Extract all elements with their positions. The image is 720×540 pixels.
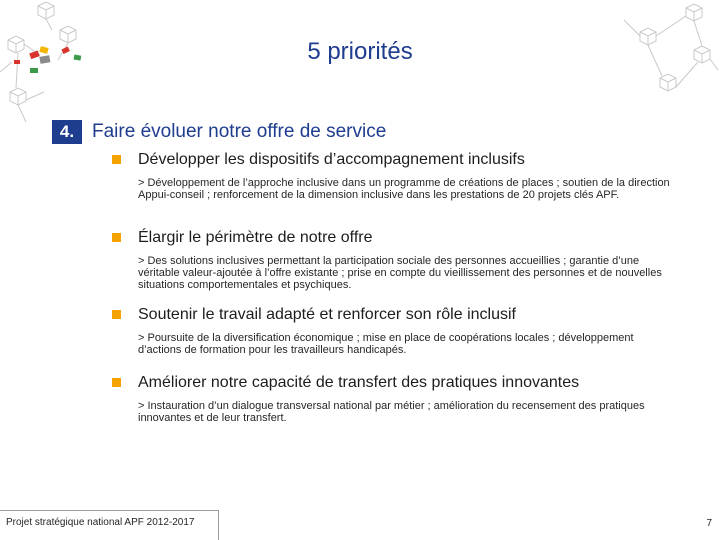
priority-detail: > Des solutions inclusives permettant la participation sociale des personnes accueillies ; garantie d’une véritable valeur-ajoutée à l’offre existante ; prise en compte du vieillissement des personnes et de nouvelles situations comportementales et psychiques. xyxy=(138,255,662,291)
priority-detail: > Développement de l’approche inclusive dans un programme de créations de places ; soutien de la direction Appui-conseil ; renforcement de la dimension inclusive dans les prestations de 20 projets clés APF. xyxy=(138,177,670,201)
red-block-icon xyxy=(14,60,20,64)
section-number: 4. xyxy=(52,120,82,144)
priority-detail: > Poursuite de la diversification économique ; mise en place de coopérations locales ; développement d’actions de formation pour les travailleurs handicapés. xyxy=(138,332,634,356)
red-block-icon xyxy=(29,50,40,59)
gray-block-icon xyxy=(39,55,50,64)
yellow-block-icon xyxy=(39,46,48,54)
footer-divider xyxy=(0,510,218,511)
molecule-cubes-icon xyxy=(610,0,720,110)
priority-heading: Soutenir le travail adapté et renforcer son rôle inclusif xyxy=(138,306,516,323)
section-title: Faire évoluer notre offre de service xyxy=(92,121,387,142)
orange-square-bullet-icon xyxy=(112,155,121,164)
priority-heading: Élargir le périmètre de notre offre xyxy=(138,229,373,246)
orange-square-bullet-icon xyxy=(112,310,121,319)
footer-divider-vertical xyxy=(218,510,219,540)
footer-text: Projet stratégique national APF 2012-2017 xyxy=(6,517,195,528)
orange-square-bullet-icon xyxy=(112,378,121,387)
priority-heading: Améliorer notre capacité de transfert des pratiques innovantes xyxy=(138,374,580,391)
page-number: 7 xyxy=(706,518,712,529)
priority-heading: Développer les dispositifs d’accompagnement inclusifs xyxy=(138,151,525,168)
priority-detail: > Instauration d’un dialogue transversal national par métier ; amélioration du recensement des pratiques innovantes et de leur transfert. xyxy=(138,400,645,424)
green-block-icon xyxy=(30,68,38,73)
slide-title: 5 priorités xyxy=(307,38,413,65)
orange-square-bullet-icon xyxy=(112,233,121,242)
green-block-icon xyxy=(74,55,82,61)
molecule-cubes-icon xyxy=(0,0,110,130)
